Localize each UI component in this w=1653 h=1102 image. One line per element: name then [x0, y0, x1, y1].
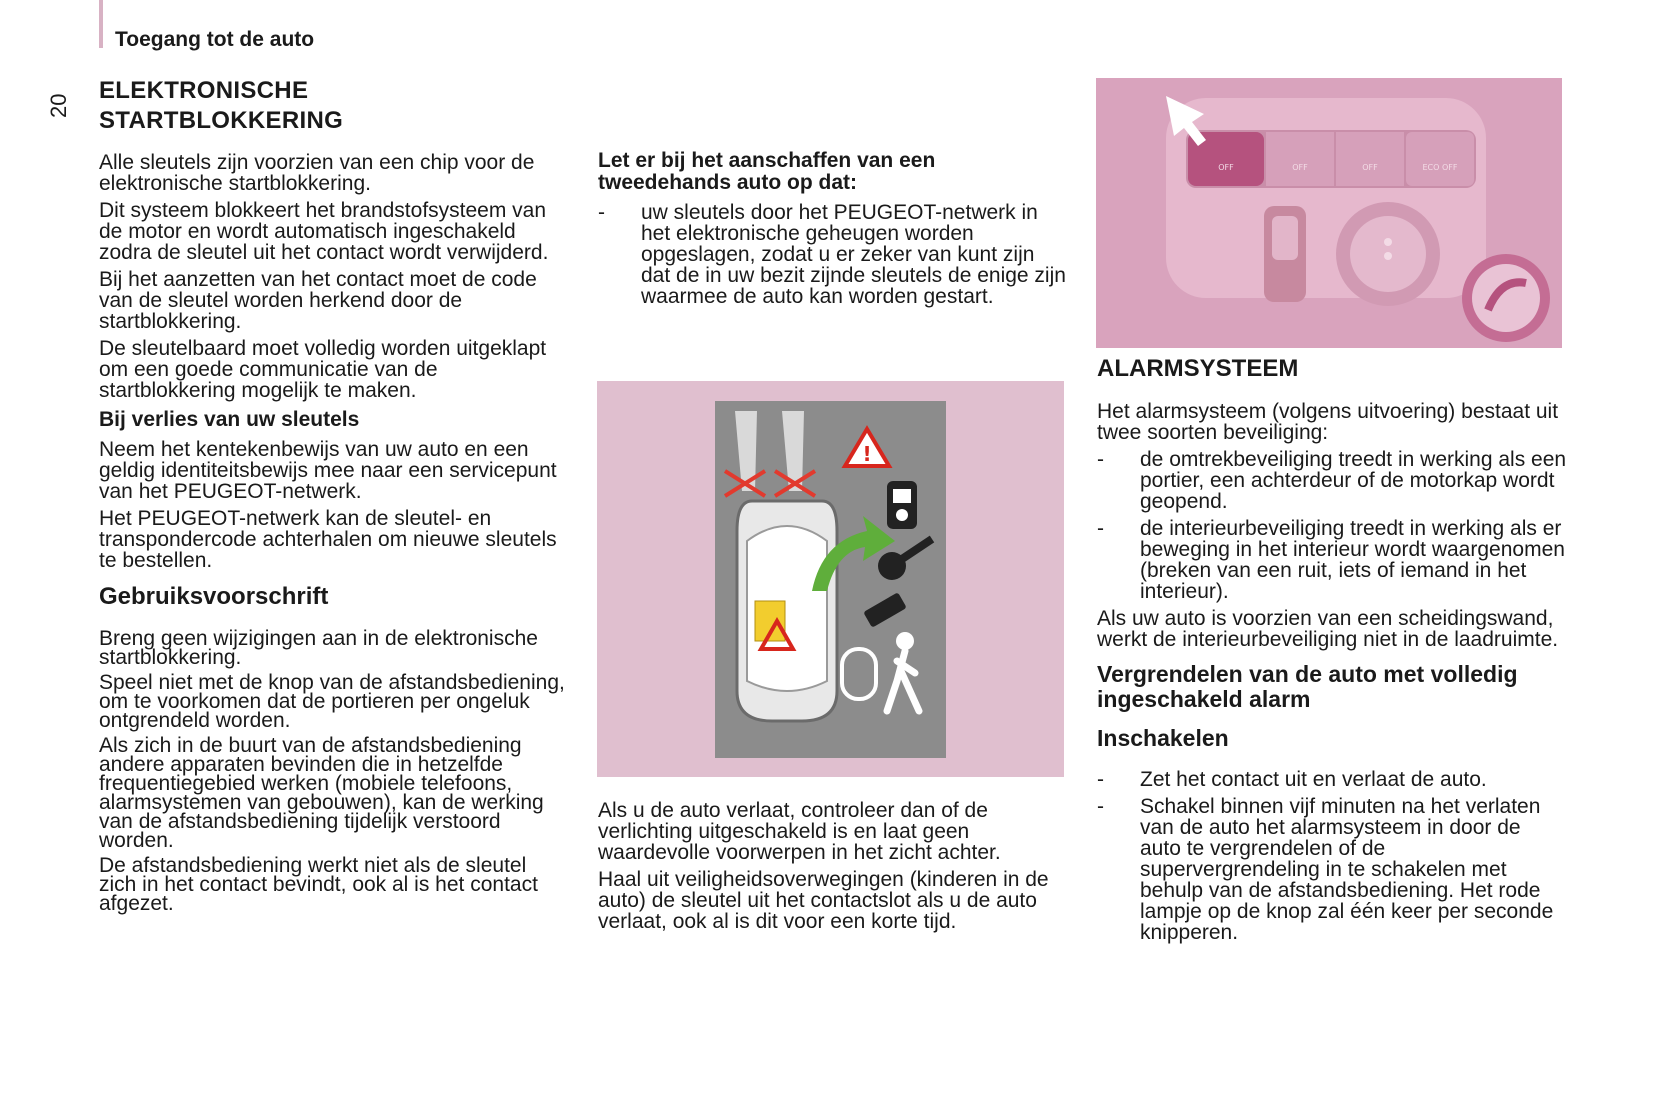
heading-lock-with-alarm: Vergrendelen van de auto met volledig ingeschakeld alarm: [1097, 661, 1518, 712]
list-item: - de interieurbeveiliging treedt in werking als er beweging in het interieur wordt waargenomen (breken van een ruit, iets of iemand in het interieur).: [1097, 518, 1567, 602]
button-off-2: OFF: [1292, 163, 1308, 172]
paragraph: Alle sleutels zijn voorzien van een chip voor de elektronische startblokkering.: [99, 151, 535, 195]
paragraph: Breng geen wijzigingen aan in de elektronische startblokkering.: [99, 627, 538, 669]
paragraph: Als uw auto is voorzien van een scheidingswand, werkt de interieurbeveiliging niet in de laadruimte.: [1097, 607, 1559, 651]
dashboard-controls-illustration: [1096, 78, 1562, 348]
list-item: - uw sleutels door het PEUGEOT-netwerk in het elektronische geheugen worden opgeslagen, zodat u er zeker van kunt zijn dat de in uw bezit zijnde sleutels de enige zijn waarmee de auto kan worden gestart.: [598, 202, 1068, 307]
list-item: - Schakel binnen vijf minuten na het verlaten van de auto het alarmsysteem in door de auto te vergrendelen of de supervergrendeling in te schakelen met behulp van de afstandsbediening. Het rode lampje op de knop zal één keer per seconde knipperen.: [1097, 796, 1567, 943]
title-line-1: ELEKTRONISCHE: [99, 77, 309, 104]
paragraph: De afstandsbediening werkt niet als de sleutel zich in het contact bevindt, ook al is het contact afgezet.: [99, 854, 538, 915]
paragraph: Dit systeem blokkeert het brandstofsysteem van de motor en wordt automatisch ingeschakeld zodra de sleutel uit het contact wordt verwijderd.: [99, 199, 549, 264]
column-immobiliser: [99, 76, 569, 919]
svg-text:!: !: [862, 442, 872, 466]
paragraph: Bij het aanzetten van het contact moet de code van de sleutel worden herkend door de startblokkering.: [99, 268, 537, 333]
heading-lost-keys: Bij verlies van uw sleutels: [99, 408, 360, 431]
column-leaving-car: [598, 800, 1068, 938]
heading-usage: Gebruiksvoorschrift: [99, 583, 329, 610]
title-line-2: STARTBLOKKERING: [99, 107, 344, 134]
button-eco-off: ECO OFF: [1422, 163, 1458, 172]
page-number: 20: [46, 93, 71, 118]
dashboard-controls-graphic: [1096, 78, 1562, 348]
header-accent-bar: [99, 0, 103, 48]
list-item: - de omtrekbeveiliging treedt in werking als een portier, een achterdeur of de motorkap wordt geopend.: [1097, 449, 1567, 512]
list-item: - Zet het contact uit en verlaat de auto.: [1097, 769, 1567, 790]
alarm-title: ALARMSYSTEEM: [1097, 355, 1299, 382]
heading-used-car: Let er bij het aanschaffen van een tweedehands auto op dat:: [598, 149, 936, 194]
column-alarm: [1097, 355, 1567, 949]
paragraph: Als u de auto verlaat, controleer dan of de verlichting uitgeschakeld is en laat geen waardevolle voorwerpen in het zicht achter.: [598, 799, 1001, 864]
immobiliser-title: [99, 76, 569, 136]
paragraph: Het PEUGEOT-netwerk kan de sleutel- en transpondercode achterhalen om nieuwe sleutels te bestellen.: [99, 507, 557, 572]
paragraph: Het alarmsysteem (volgens uitvoering) bestaat uit twee soorten beveiliging:: [1097, 400, 1559, 444]
column-used-car: [598, 150, 1068, 313]
button-off-3: OFF: [1362, 163, 1378, 172]
heading-activate: Inschakelen: [1097, 725, 1229, 751]
alarm-illustration: [597, 381, 1064, 777]
paragraph: De sleutelbaard moet volledig worden uitgeklapt om een goede communicatie van de startblokkering mogelijk te maken.: [99, 337, 547, 402]
button-off-1: OFF: [1218, 163, 1234, 172]
paragraph: Als zich in de buurt van de afstandsbediening andere apparaten bevinden die in hetzelfde frequentiegebied werken (mobiele telefoons, alarmsystemen van gebouwen), kan de werking van de afstandsbediening tijdelijk verstoord worden.: [99, 734, 544, 852]
alarm-illustration-graphic: [597, 381, 1064, 777]
paragraph: Neem het kentekenbewijs van uw auto en een geldig identiteitsbewijs mee naar een servicepunt van het PEUGEOT-netwerk.: [99, 438, 557, 503]
paragraph: Haal uit veiligheidsoverwegingen (kinderen in de auto) de sleutel uit het contactslot als u de auto verlaat, ook al is dit voor een korte tijd.: [598, 868, 1049, 933]
paragraph: Speel niet met de knop van de afstandsbediening, om te voorkomen dat de portieren per ongeluk ontgrendeld worden.: [99, 671, 565, 732]
section-title: Toegang tot de auto: [115, 28, 315, 51]
